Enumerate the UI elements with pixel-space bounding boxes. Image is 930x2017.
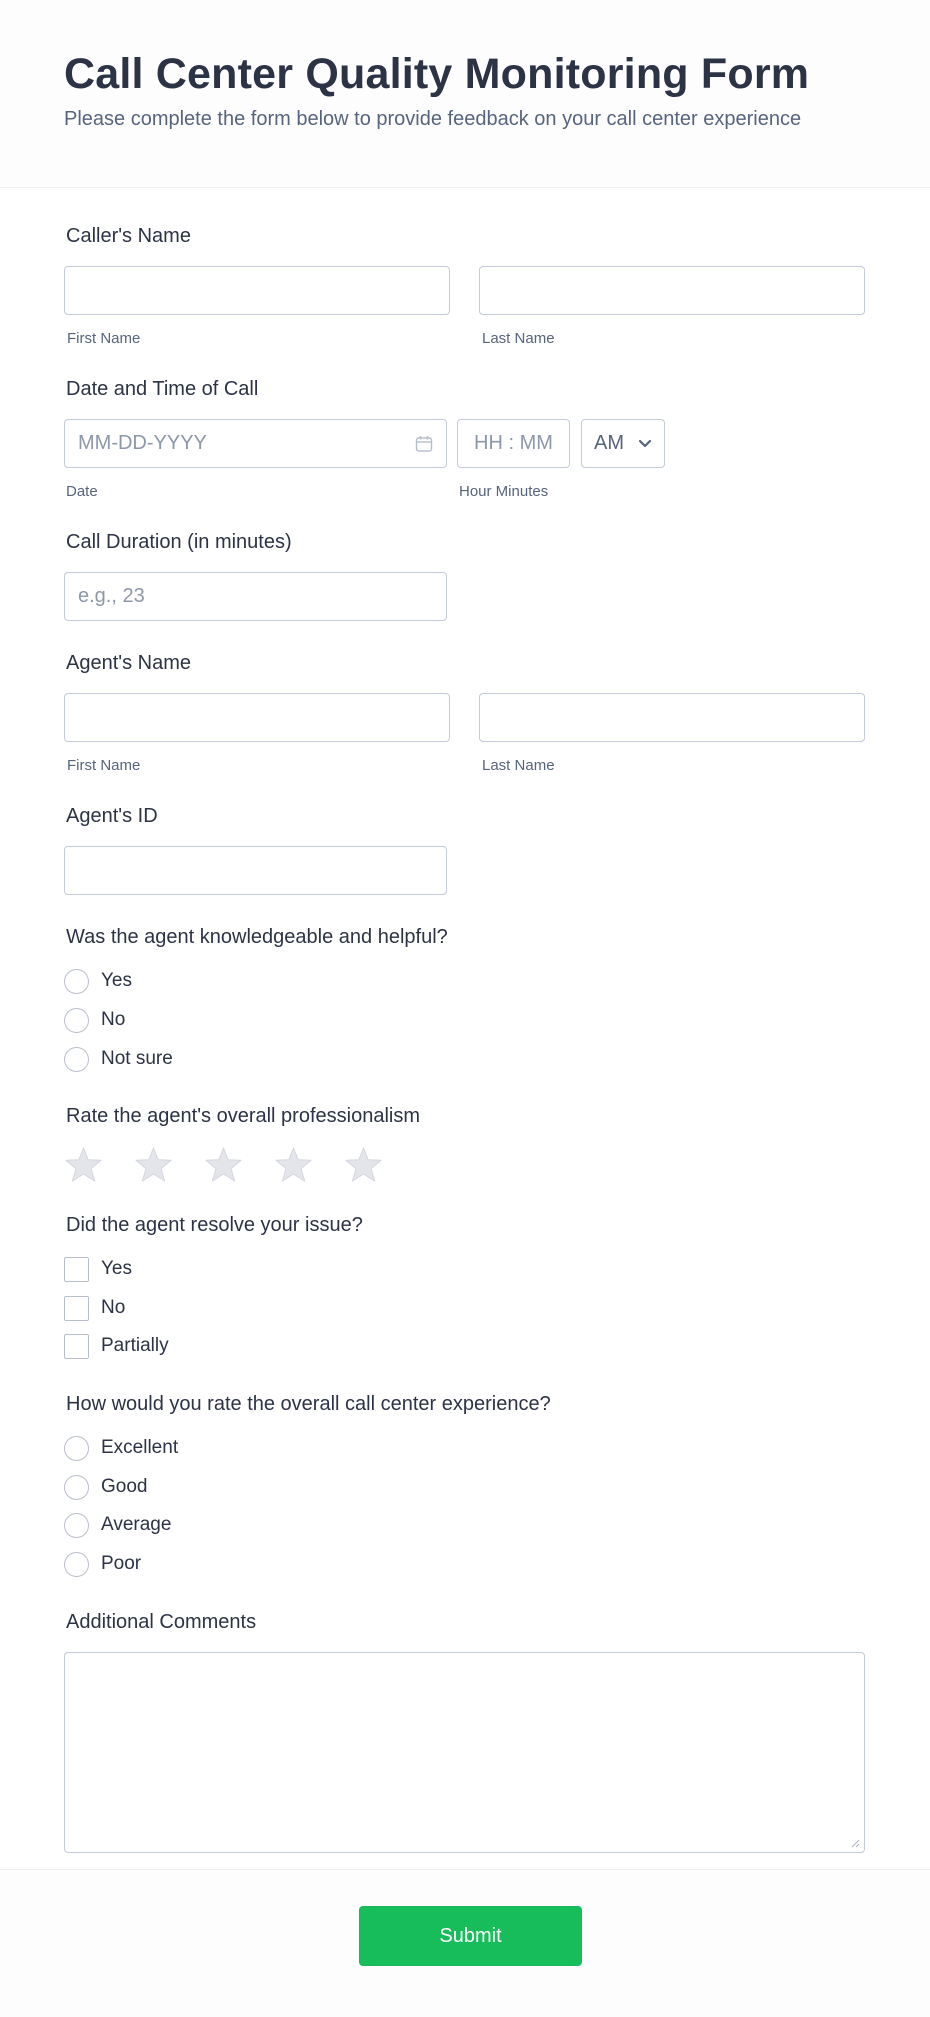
call-duration-label: Call Duration (in minutes) [66, 531, 292, 553]
professionalism-label: Rate the agent's overall professionalism [66, 1105, 421, 1127]
radio-button[interactable] [64, 1475, 89, 1500]
caller-last-name-sublabel: Last Name [482, 330, 555, 347]
caller-first-name-input[interactable] [64, 266, 450, 315]
resize-handle-icon[interactable] [850, 1838, 860, 1848]
checkbox[interactable] [64, 1257, 89, 1282]
resolved-option-partially[interactable] [64, 1333, 169, 1359]
option-label: Average [101, 1514, 172, 1535]
form-header [0, 0, 930, 188]
radio-button[interactable] [64, 1008, 89, 1033]
agent-last-name-sublabel: Last Name [482, 757, 555, 774]
call-duration-input[interactable] [64, 572, 447, 621]
caller-last-name-input[interactable] [479, 266, 865, 315]
date-placeholder: MM-DD-YYYY [78, 432, 207, 454]
knowledgeable-option-not-sure[interactable] [64, 1046, 173, 1072]
chevron-down-icon [638, 439, 652, 449]
caller-first-name-sublabel: First Name [67, 330, 141, 347]
agent-last-name-input[interactable] [479, 693, 865, 742]
option-label: Yes [101, 970, 132, 991]
resolved-option-no[interactable] [64, 1295, 125, 1321]
ampm-select[interactable] [581, 419, 665, 468]
knowledgeable-question-label: Was the agent knowledgeable and helpful? [66, 926, 448, 948]
overall-option-poor[interactable] [64, 1551, 141, 1577]
overall-option-good[interactable] [64, 1474, 147, 1500]
form-subtitle: Please complete the form below to provide feedback on your call center experience [64, 108, 802, 130]
agents-name-label: Agent's Name [66, 652, 191, 674]
submit-button[interactable]: Submit [359, 1906, 582, 1966]
agent-id-input[interactable] [64, 846, 447, 895]
star-icon[interactable] [134, 1146, 173, 1184]
checkbox[interactable] [64, 1296, 89, 1321]
checkbox[interactable] [64, 1334, 89, 1359]
agent-first-name-input[interactable] [64, 693, 450, 742]
knowledgeable-option-no[interactable] [64, 1007, 125, 1033]
option-label: Partially [101, 1335, 169, 1356]
option-label: Excellent [101, 1437, 179, 1458]
date-sublabel: Date [66, 483, 98, 500]
date-input[interactable] [64, 419, 447, 468]
comments-textarea[interactable] [64, 1652, 865, 1853]
resolved-option-yes[interactable] [64, 1256, 132, 1282]
resolved-question-label: Did the agent resolve your issue? [66, 1214, 363, 1236]
star-rating[interactable] [64, 1146, 383, 1184]
option-label: Not sure [101, 1048, 173, 1069]
call-datetime-label: Date and Time of Call [66, 378, 259, 400]
radio-button[interactable] [64, 1436, 89, 1461]
option-label: Good [101, 1476, 148, 1497]
star-icon[interactable] [64, 1146, 103, 1184]
comments-label: Additional Comments [66, 1611, 257, 1633]
radio-button[interactable] [64, 969, 89, 994]
calendar-icon[interactable] [415, 435, 433, 453]
time-sublabel: Hour Minutes [459, 483, 549, 500]
star-icon[interactable] [274, 1146, 313, 1184]
radio-button[interactable] [64, 1513, 89, 1538]
option-label: Poor [101, 1553, 142, 1574]
form-title: Call Center Quality Monitoring Form [64, 50, 810, 98]
time-placeholder: HH : MM [474, 432, 553, 454]
overall-question-label: How would you rate the overall call center experience? [66, 1393, 551, 1415]
knowledgeable-option-yes[interactable] [64, 968, 132, 994]
overall-option-excellent[interactable] [64, 1435, 178, 1461]
option-label: No [101, 1297, 126, 1318]
ampm-selected-value: AM [594, 432, 624, 454]
callers-name-label: Caller's Name [66, 225, 191, 247]
time-input[interactable] [457, 419, 570, 468]
option-label: No [101, 1009, 126, 1030]
star-icon[interactable] [204, 1146, 243, 1184]
agent-first-name-sublabel: First Name [67, 757, 141, 774]
agent-id-label: Agent's ID [66, 805, 158, 827]
star-icon[interactable] [344, 1146, 383, 1184]
radio-button[interactable] [64, 1047, 89, 1072]
overall-option-average[interactable] [64, 1512, 171, 1538]
option-label: Yes [101, 1258, 132, 1279]
radio-button[interactable] [64, 1552, 89, 1577]
